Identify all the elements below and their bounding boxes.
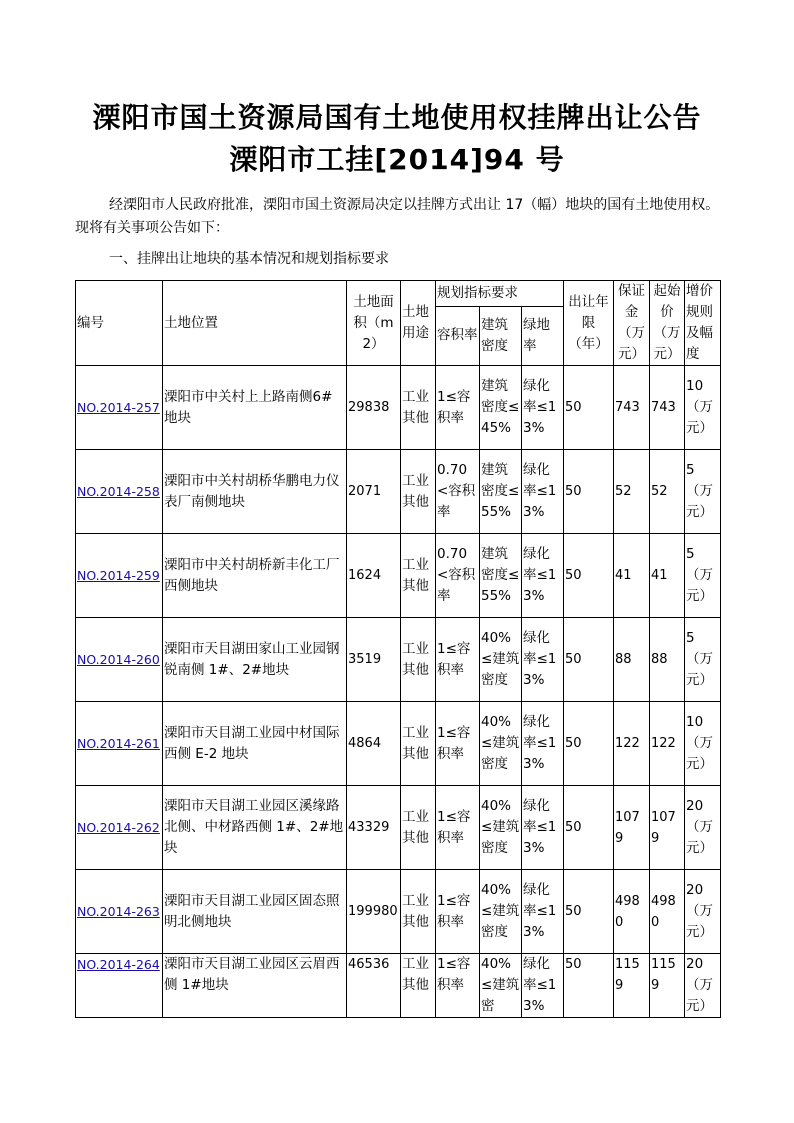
cell-start-price xyxy=(650,450,685,534)
cell-term xyxy=(564,534,614,618)
cell-use-text: 工业其他 xyxy=(402,956,429,993)
table-row xyxy=(76,702,721,786)
cell-deposit xyxy=(614,534,650,618)
parcel-link[interactable]: NO.2014-264 xyxy=(77,957,160,972)
cell-start-price xyxy=(650,702,685,786)
cell-start-price xyxy=(650,954,685,1018)
cell-increment-text: 5（万元） xyxy=(686,630,713,688)
cell-start-price-text: 88 xyxy=(651,652,668,667)
cell-use xyxy=(401,870,436,954)
header-area: 土地面积（m2） xyxy=(347,281,401,366)
cell-area xyxy=(347,366,401,450)
cell-id xyxy=(76,786,163,870)
cell-green-text: 绿化率≤13% xyxy=(523,956,557,1014)
cell-density xyxy=(480,450,522,534)
cell-term-text: 50 xyxy=(565,736,582,751)
cell-density-text: 40%≤建筑密 xyxy=(481,956,520,1014)
cell-use xyxy=(401,534,436,618)
cell-location xyxy=(163,786,347,870)
cell-far xyxy=(436,786,480,870)
cell-area-text: 2071 xyxy=(348,484,382,499)
intro-paragraph: 经溧阳市人民政府批准，溧阳市国土资源局决定以挂牌方式出让 17（幅）地块的国有土地使用权。现将有关事项公告如下： xyxy=(75,197,720,236)
cell-green xyxy=(522,954,564,1018)
cell-far-text: 1≤容积率 xyxy=(437,956,471,993)
header-green: 绿地率 xyxy=(522,306,564,365)
cell-location-text: 溧阳市天目湖田家山工业园钢锐南侧 1#、2#地块 xyxy=(164,640,340,678)
cell-green-text: 绿化率≤13% xyxy=(523,882,557,940)
cell-far xyxy=(436,954,480,1018)
cell-area xyxy=(347,618,401,702)
document-number: 溧阳市工挂[2014]94 号 xyxy=(229,143,565,176)
cell-far-text: 0.70<容积率 xyxy=(437,546,476,604)
cell-location-text: 溧阳市中关村胡桥华鹏电力仪表厂南侧地块 xyxy=(164,472,340,510)
table-row xyxy=(76,534,721,618)
cell-location-text: 溧阳市天目湖工业园中材国际西侧 E-2 地块 xyxy=(164,724,340,762)
parcel-link[interactable]: NO.2014-262 xyxy=(77,819,160,835)
cell-use-text: 工业其他 xyxy=(402,388,429,426)
cell-area xyxy=(347,534,401,618)
cell-use xyxy=(401,702,436,786)
table-row xyxy=(76,870,721,954)
cell-term xyxy=(564,702,614,786)
land-parcel-table xyxy=(75,280,721,1018)
header-location: 土地位置 xyxy=(163,281,347,366)
cell-id xyxy=(76,870,163,954)
cell-deposit-text: 1079 xyxy=(615,809,640,846)
cell-start-price-text: 4980 xyxy=(651,893,676,930)
cell-term xyxy=(564,450,614,534)
cell-increment-text: 5（万元） xyxy=(686,546,713,604)
cell-location xyxy=(163,618,347,702)
table-row xyxy=(76,366,721,450)
cell-density-text: 建筑密度≤55% xyxy=(481,462,520,520)
cell-density xyxy=(480,786,522,870)
cell-term-text: 50 xyxy=(565,652,582,667)
cell-density-text: 建筑密度≤55% xyxy=(481,546,520,604)
cell-increment xyxy=(685,786,721,870)
cell-green xyxy=(522,534,564,618)
cell-far-text: 1≤容积率 xyxy=(437,388,471,426)
cell-increment xyxy=(685,618,721,702)
header-far: 容积率 xyxy=(436,306,480,365)
cell-area-text: 4864 xyxy=(348,736,382,751)
cell-far xyxy=(436,366,480,450)
cell-term-text: 50 xyxy=(565,904,582,919)
cell-deposit-text: 52 xyxy=(615,484,632,499)
section-heading: 一、挂牌出让地块的基本情况和规划指标要求 xyxy=(109,251,389,267)
cell-use-text: 工业其他 xyxy=(402,472,429,510)
cell-increment-text: 20（万元） xyxy=(686,882,713,940)
cell-density-text: 40%≤建筑密度 xyxy=(481,882,520,940)
cell-deposit xyxy=(614,366,650,450)
header-use: 土地用途 xyxy=(401,281,436,366)
cell-use-text: 工业其他 xyxy=(402,892,429,930)
cell-area xyxy=(347,450,401,534)
cell-green-text: 绿化率≤13% xyxy=(523,546,557,604)
cell-id xyxy=(76,366,163,450)
cell-term-text: 50 xyxy=(565,820,582,835)
parcel-link[interactable]: NO.2014-260 xyxy=(77,651,160,667)
cell-deposit xyxy=(614,786,650,870)
cell-use-text: 工业其他 xyxy=(402,556,429,594)
table-row xyxy=(76,618,721,702)
header-density: 建筑密度 xyxy=(480,306,522,365)
cell-use-text: 工业其他 xyxy=(402,640,429,678)
cell-deposit-text: 122 xyxy=(615,736,640,751)
cell-green-text: 绿化率≤13% xyxy=(523,630,557,688)
cell-area-text: 29838 xyxy=(348,400,390,415)
cell-term xyxy=(564,786,614,870)
cell-green xyxy=(522,702,564,786)
cell-term-text: 50 xyxy=(565,484,582,499)
document-title: 溧阳市国土资源局国有土地使用权挂牌出让公告 xyxy=(92,101,702,134)
cell-location xyxy=(163,702,347,786)
cell-term xyxy=(564,618,614,702)
table-row xyxy=(76,954,721,1018)
cell-area xyxy=(347,786,401,870)
cell-density xyxy=(480,366,522,450)
cell-area-text: 46536 xyxy=(348,957,390,972)
table-row xyxy=(76,450,721,534)
cell-area xyxy=(347,954,401,1018)
cell-increment xyxy=(685,870,721,954)
parcel-link[interactable]: NO.2014-257 xyxy=(77,399,160,415)
cell-density-text: 40%≤建筑密度 xyxy=(481,798,520,856)
cell-start-price xyxy=(650,618,685,702)
cell-increment-text: 20（万元） xyxy=(686,798,713,856)
cell-green-text: 绿化率≤13% xyxy=(523,462,557,520)
cell-location xyxy=(163,870,347,954)
cell-location-text: 溧阳市天目湖工业园区溪缘路北侧、中材路西侧 1#、2#地块 xyxy=(164,798,344,856)
cell-increment xyxy=(685,702,721,786)
cell-area-text: 199980 xyxy=(348,904,398,919)
cell-deposit xyxy=(614,618,650,702)
cell-id xyxy=(76,534,163,618)
header-start-price: 起始价（万元） xyxy=(650,281,685,366)
cell-far-text: 0.70<容积率 xyxy=(437,462,476,520)
cell-increment xyxy=(685,450,721,534)
cell-increment-text: 10（万元） xyxy=(686,714,713,772)
cell-green xyxy=(522,450,564,534)
cell-use xyxy=(401,954,436,1018)
cell-location-text: 溧阳市中关村上上路南侧6#地块 xyxy=(164,388,333,426)
cell-term xyxy=(564,870,614,954)
header-increment: 增价规则及幅度 xyxy=(685,281,721,366)
cell-area-text: 3519 xyxy=(348,652,382,667)
header-id: 编号 xyxy=(76,281,163,366)
cell-start-price xyxy=(650,366,685,450)
cell-term-text: 50 xyxy=(565,568,582,583)
parcel-link[interactable]: NO.2014-263 xyxy=(77,903,160,919)
cell-area-text: 43329 xyxy=(348,820,390,835)
cell-use-text: 工业其他 xyxy=(402,724,429,762)
cell-deposit-text: 41 xyxy=(615,568,632,583)
cell-term-text: 50 xyxy=(565,400,582,415)
cell-use xyxy=(401,366,436,450)
cell-deposit-text: 743 xyxy=(615,400,640,415)
cell-deposit xyxy=(614,702,650,786)
cell-deposit-text: 88 xyxy=(615,652,632,667)
cell-start-price xyxy=(650,870,685,954)
cell-green xyxy=(522,618,564,702)
cell-id xyxy=(76,450,163,534)
cell-density-text: 40%≤建筑密度 xyxy=(481,714,520,772)
cell-density xyxy=(480,534,522,618)
cell-location xyxy=(163,534,347,618)
cell-start-price-text: 52 xyxy=(651,484,668,499)
cell-start-price-text: 1079 xyxy=(651,809,676,846)
cell-start-price-text: 743 xyxy=(651,400,676,415)
cell-location xyxy=(163,450,347,534)
cell-use xyxy=(401,786,436,870)
cell-green xyxy=(522,786,564,870)
cell-far-text: 1≤容积率 xyxy=(437,640,471,678)
cell-density-text: 40%≤建筑密度 xyxy=(481,630,520,688)
header-deposit: 保证金（万元） xyxy=(614,281,650,366)
cell-start-price xyxy=(650,786,685,870)
cell-green-text: 绿化率≤13% xyxy=(523,378,557,436)
cell-area-text: 1624 xyxy=(348,568,382,583)
cell-far-text: 1≤容积率 xyxy=(437,724,471,762)
header-planning: 规划指标要求 xyxy=(436,281,564,307)
parcel-link[interactable]: NO.2014-258 xyxy=(77,483,160,499)
cell-density xyxy=(480,954,522,1018)
cell-term-text: 50 xyxy=(565,957,582,972)
cell-use xyxy=(401,450,436,534)
cell-green-text: 绿化率≤13% xyxy=(523,714,557,772)
cell-id xyxy=(76,618,163,702)
cell-location-text: 溧阳市天目湖工业园区云眉西侧 1#地块 xyxy=(164,956,340,993)
page-bottom-margin xyxy=(0,1018,794,1123)
cell-green xyxy=(522,366,564,450)
cell-use-text: 工业其他 xyxy=(402,808,429,846)
cell-deposit-text: 1159 xyxy=(615,957,640,993)
cell-area xyxy=(347,702,401,786)
cell-area xyxy=(347,870,401,954)
cell-location xyxy=(163,366,347,450)
parcel-link[interactable]: NO.2014-259 xyxy=(77,567,160,583)
cell-deposit xyxy=(614,870,650,954)
cell-increment-text: 20（万元） xyxy=(686,956,713,1014)
cell-increment-text: 5（万元） xyxy=(686,462,713,520)
cell-green xyxy=(522,870,564,954)
parcel-link[interactable]: NO.2014-261 xyxy=(77,735,160,751)
cell-start-price-text: 122 xyxy=(651,736,676,751)
cell-start-price xyxy=(650,534,685,618)
cell-deposit xyxy=(614,954,650,1018)
cell-id xyxy=(76,954,163,1018)
cell-density xyxy=(480,870,522,954)
cell-location-text: 溧阳市中关村胡桥新丰化工厂西侧地块 xyxy=(164,556,340,594)
cell-increment-text: 10（万元） xyxy=(686,378,713,436)
cell-deposit xyxy=(614,450,650,534)
cell-increment xyxy=(685,534,721,618)
cell-density-text: 建筑密度≤45% xyxy=(481,378,520,436)
cell-increment xyxy=(685,366,721,450)
cell-location xyxy=(163,954,347,1018)
cell-term xyxy=(564,366,614,450)
cell-start-price-text: 41 xyxy=(651,568,668,583)
cell-far-text: 1≤容积率 xyxy=(437,892,471,930)
cell-far xyxy=(436,618,480,702)
cell-id xyxy=(76,702,163,786)
cell-far xyxy=(436,534,480,618)
cell-far xyxy=(436,702,480,786)
cell-density xyxy=(480,702,522,786)
header-term: 出让年限（年） xyxy=(564,281,614,366)
cell-use xyxy=(401,618,436,702)
cell-location-text: 溧阳市天目湖工业园区固态照明北侧地块 xyxy=(164,892,340,930)
cell-increment xyxy=(685,954,721,1018)
table-row xyxy=(76,786,721,870)
cell-density xyxy=(480,618,522,702)
cell-deposit-text: 4980 xyxy=(615,893,640,930)
cell-far xyxy=(436,450,480,534)
cell-start-price-text: 1159 xyxy=(651,957,676,993)
cell-far-text: 1≤容积率 xyxy=(437,808,471,846)
cell-green-text: 绿化率≤13% xyxy=(523,798,557,856)
cell-far xyxy=(436,870,480,954)
cell-term xyxy=(564,954,614,1018)
